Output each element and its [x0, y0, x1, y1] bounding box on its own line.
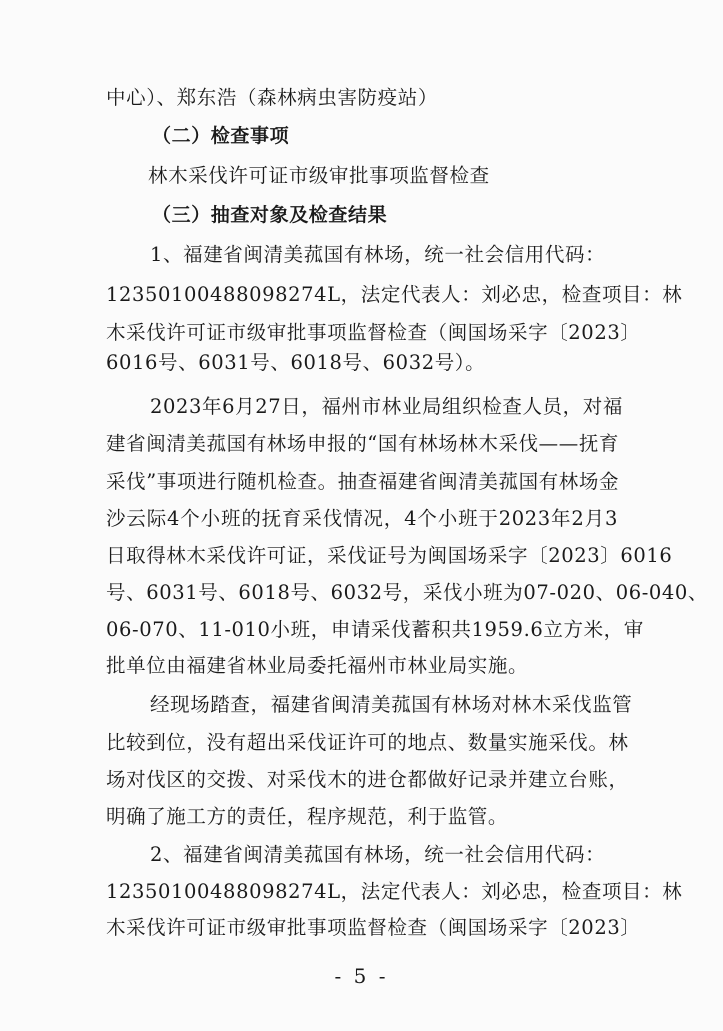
text-line-paragraph-2-start: 经现场踏查，福建省闽清美菰国有林场对林木采伐监管	[150, 693, 633, 716]
text-line-paragraph-1-end: 批单位由福建省林业局委托福州市林业局实施。	[106, 654, 529, 677]
text-line-paragraph-1-start: 2023年6月27日，福州市林业局组织检查人员，对福	[150, 395, 623, 418]
text-line-paragraph-1: 沙云际4个小班的抚育采伐情况，4个小班于2023年2月3	[106, 507, 618, 530]
text-line-item-2-credit-code: 12350100488098274L，法定代表人：刘必忠，检查项目：林	[106, 880, 683, 903]
text-line-item-2-start: 2、福建省闽清美菰国有林场，统一社会信用代码：	[150, 843, 606, 866]
text-line-1: 中心）、郑东浩（森林病虫害防疫站）	[106, 86, 438, 109]
text-line-item-2-project: 木采伐许可证市级审批事项监督检查（闽国场采字〔2023〕	[106, 916, 641, 939]
section-heading-inspection-items: （二）检查事项	[152, 125, 290, 147]
text-line-item-1-project: 木采伐许可证市级审批事项监督检查（闽国场采字〔2023〕	[106, 321, 641, 344]
text-line-paragraph-2: 场对伐区的交拨、对采伐木的进仓都做好记录并建立台账，	[106, 768, 629, 791]
text-line-inspection-item: 林木采伐许可证市级审批事项监督检查	[148, 164, 490, 187]
text-line-item-1-permit-numbers: 6016号、6031号、6018号、6032号）。	[106, 351, 486, 374]
text-line-item-1-start: 1、福建省闽清美菰国有林场，统一社会信用代码：	[150, 243, 606, 266]
text-line-paragraph-2-end: 明确了施工方的责任，程序规范，利于监管。	[106, 805, 509, 828]
text-line-paragraph-1: 采伐”事项进行随机检查。抽查福建省闽清美菰国有林场金	[106, 470, 620, 493]
text-line-paragraph-1: 日取得林木采伐许可证，采伐证号为闽国场采字〔2023〕6016	[106, 544, 673, 567]
text-line-paragraph-1: 建省闽清美菰国有林场申报的“国有林场林木采伐——抚育	[106, 432, 620, 455]
text-line-paragraph-1: 06-070、11-010小班，申请采伐蓄积共1959.6立方米，审	[106, 618, 644, 641]
section-heading-inspection-results: （三）抽查对象及检查结果	[152, 204, 388, 226]
text-line-paragraph-2: 比较到位，没有超出采伐证许可的地点、数量实施采伐。林	[106, 731, 629, 754]
text-line-item-1-credit-code: 12350100488098274L，法定代表人：刘必忠，检查项目：林	[106, 283, 683, 306]
text-line-paragraph-1: 号、6031号、6018号、6032号，采伐小班为07-020、06-040、	[106, 581, 709, 604]
page-number: - 5 -	[334, 964, 389, 988]
